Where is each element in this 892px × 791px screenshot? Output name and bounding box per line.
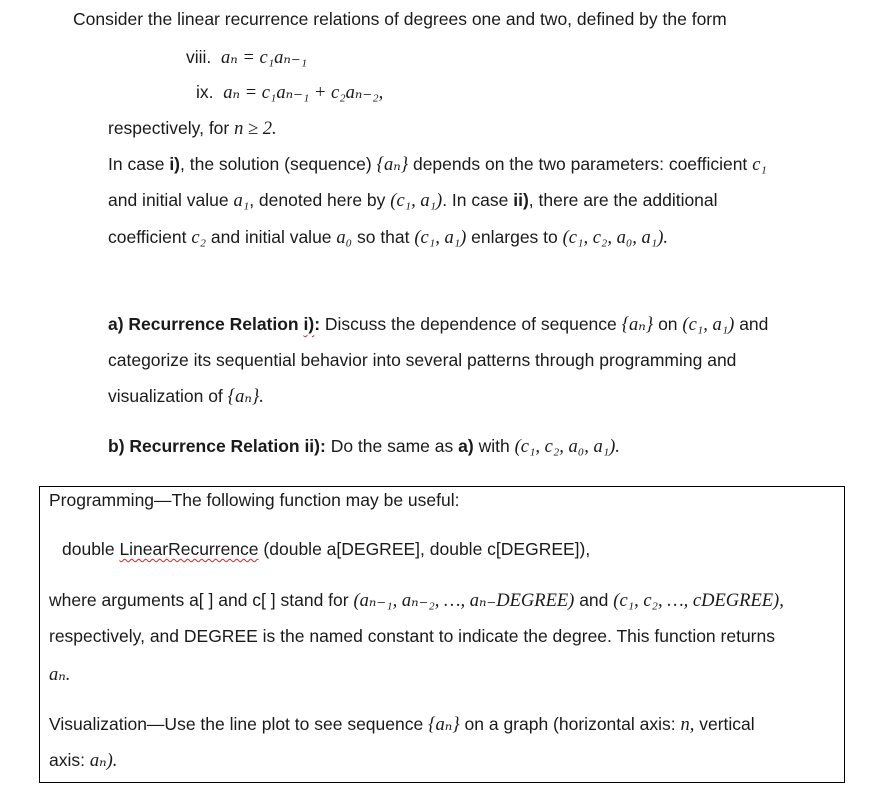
part-a-tuple: (c₁, a₁) [682,315,735,335]
where-line [49,589,784,612]
equation-viii [186,46,307,69]
coefficient-c1: c₁ [752,155,767,175]
part-a-text-5: visualization of [108,386,223,406]
visualization-text-3: vertical [699,714,755,734]
axis-line [49,749,117,772]
respectively-text: respectively, for [108,118,230,138]
programming-heading-line [49,489,459,511]
part-b-colon: : [320,436,326,456]
case-i3-text-1: coefficient [108,227,187,247]
case-i-text-3: depends on the two parameters: coefficient [412,154,748,174]
case-i2-text-1: and initial value [108,190,229,210]
parameter-tuple-large: (c₁, c₂, a₀, a₁). [562,228,668,248]
parameter-tuple-small: (c₁, a₁) [414,228,467,248]
part-b-text-1: Do the same as [330,436,454,456]
part-a-sequence-2: {aₙ}. [227,387,264,407]
part-a-line-2 [108,349,736,371]
part-b-heading: b) Recurrence Relation ii) [108,436,320,456]
signature-function-name: LinearRecurrence [119,539,259,559]
intro-text [73,8,727,30]
initial-value-a0: a₀ [336,228,353,248]
case-i2-text-3: . In case [442,190,509,210]
returns-value: aₙ. [49,665,71,685]
visualization-n: n, [680,715,695,735]
part-b-ref-a: a) [458,436,474,456]
case-i2-text-4: , there are the additional [528,190,718,210]
respectively-condition: n ≥ 2. [234,119,277,139]
equation-ix-expr: aₙ = c₁aₙ₋₁ + c₂aₙ₋₂, [223,83,384,103]
returns-line [49,663,70,686]
axis-an: aₙ). [89,751,118,771]
case-i-text-1: In case [108,154,165,174]
part-a-line-1 [108,313,768,336]
part-a-heading-case: i) [303,314,315,334]
axis-text: axis: [49,750,85,770]
visualization-text-2: on a graph (horizontal axis: [464,714,676,734]
case-ii-label: ii) [513,190,529,210]
equation-ix [196,81,383,104]
part-a-sequence: {aₙ} [621,315,654,335]
respectively-degree-text: respectively, and DEGREE is the named constant to indicate the degree. This function returns [49,626,775,646]
where-tuple-a: (aₙ₋₁, aₙ₋₂, …, aₙ₋DEGREE) [353,591,575,611]
equation-ix-label: ix. [196,82,214,102]
part-a-text-4: categorize its sequential behavior into several patterns through programming and [108,350,737,370]
function-signature-line [62,538,590,560]
case-i-line-2 [108,189,718,212]
parameter-tuple: (c₁, a₁) [390,191,443,211]
sequence-symbol: {aₙ} [376,155,409,175]
programming-box [39,486,845,783]
case-i-text-2: , the solution (sequence) [180,154,372,174]
initial-value-a1: a₁ [233,191,250,211]
part-b-line [108,435,620,458]
part-a-colon: : [314,314,321,334]
visualization-sequence: {aₙ} [428,715,460,735]
case-i-line-3 [108,226,668,249]
respectively-line [108,117,277,140]
case-i3-text-2: and initial value [210,227,332,247]
case-i2-text-2: , denoted here by [249,190,386,210]
case-i3-text-4: enlarges to [471,227,558,247]
visualization-text-1: Visualization—Use the line plot to see sequence [49,714,424,734]
equation-viii-label: viii. [186,47,212,67]
where-tuple-c: (c₁, c₂, …, cDEGREE), [613,591,784,611]
programming-heading: Programming—The following function may be useful: [49,490,460,510]
equation-viii-expr: aₙ = c₁aₙ₋₁ [221,48,308,68]
visualization-line [49,713,755,736]
part-b-tuple: (c₁, c₂, a₀, a₁). [514,437,620,457]
signature-return-type: double [62,539,115,559]
intro-sentence: Consider the linear recurrence relations of degrees one and two, defined by the form [73,9,727,29]
part-a-text-3: and [739,314,769,334]
part-a-text-1: Discuss the dependence of sequence [324,314,617,334]
where-text-1: where arguments a[ ] and c[ ] stand for [49,590,349,610]
signature-params: (double a[DEGREE], double c[DEGREE]), [263,539,591,559]
coefficient-c2: c₂ [191,228,207,248]
where-text-2: and [579,590,609,610]
case-i3-text-3: so that [356,227,410,247]
part-a-heading: a) Recurrence Relation [108,314,299,334]
respectively-degree-line [49,625,775,647]
case-i-line-1 [108,153,767,176]
case-i-label: i) [169,154,181,174]
part-a-line-3 [108,385,264,408]
part-b-text-2: with [478,436,510,456]
part-a-text-2: on [658,314,678,334]
